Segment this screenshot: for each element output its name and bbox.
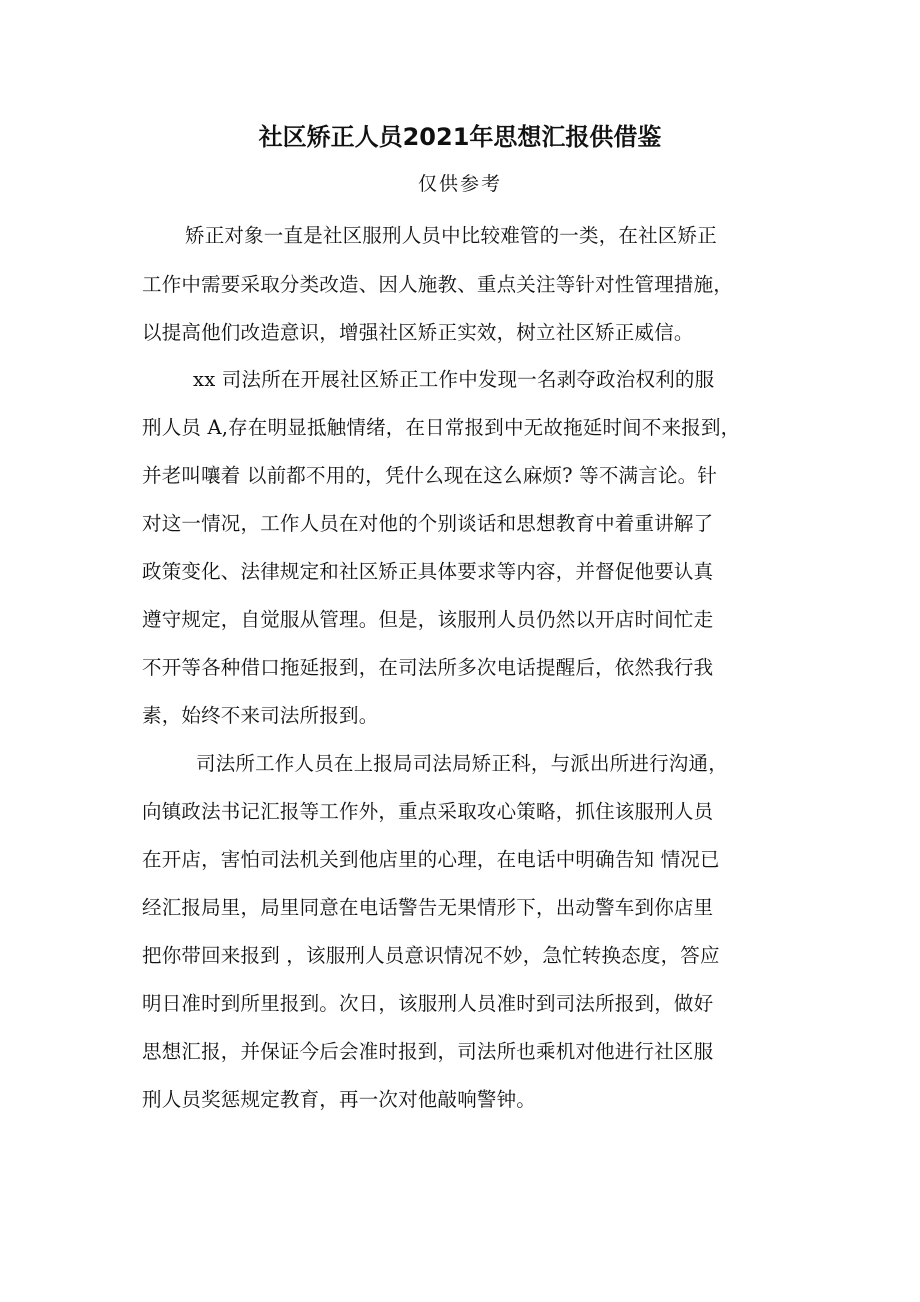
document-subtitle: 仅供参考 xyxy=(417,173,502,195)
paragraph-3-line-1: 司法所工作人员在上报局司法局矫正科，与派出所进行沟通， xyxy=(196,752,728,775)
paragraph-1-line-3: 以提高他们改造意识，增强社区矫正实效，树立社区矫正威信。 xyxy=(142,321,694,344)
paragraph-2-line-1: xx 司法所在开展社区矫正工作中发现一名剥夺政治权利的服 xyxy=(193,368,715,391)
paragraph-3-line-3: 在开店，害怕司法机关到他店里的心理，在电话中明确告知 情况已 xyxy=(142,848,720,871)
paragraph-2-line-8: 素，始终不来司法所报到。 xyxy=(142,704,379,727)
paragraph-1-line-1: 矫正对象一直是社区服刑人员中比较难管的一类，在社区矫正 xyxy=(185,224,717,247)
paragraph-3-line-7: 思想汇报，并保证今后会准时报到，司法所也乘机对他进行社区服 xyxy=(142,1040,714,1063)
paragraph-1-line-2: 工作中需要采取分类改造、因人施教、重点关注等针对性管理措施， xyxy=(142,273,734,296)
paragraph-3-line-2: 向镇政法书记汇报等工作外，重点采取攻心策略，抓住该服刑人员 xyxy=(142,800,714,823)
paragraph-3-line-6: 明日准时到所里报到。次日，该服刑人员准时到司法所报到，做好 xyxy=(142,992,714,1015)
paragraph-3-line-8: 刑人员奖惩规定教育，再一次对他敲响警钟。 xyxy=(142,1088,537,1111)
paragraph-3-line-5: 把你带回来报到 ，该服刑人员意识情况不妙，急忙转换态度，答应 xyxy=(142,944,720,967)
paragraph-2-line-2: 刑人员 A,存在明显抵触情绪，在日常报到中无故拖延时间不来报到， xyxy=(142,416,741,439)
paragraph-2-line-3: 并老叫嚷着 以前都不用的，凭什么现在这么麻烦? 等不满言论。针 xyxy=(142,464,718,487)
paragraph-2-line-4: 对这一情况，工作人员在对他的个别谈话和思想教育中着重讲解了 xyxy=(142,512,714,535)
paragraph-2-line-5: 政策变化、法律规定和社区矫正具体要求等内容，并督促他要认真 xyxy=(142,560,714,583)
paragraph-3-line-4: 经汇报局里，局里同意在电话警告无果情形下，出动警车到你店里 xyxy=(142,896,714,919)
paragraph-2-line-6: 遵守规定，自觉服从管理。但是，该服刑人员仍然以开店时间忙走 xyxy=(142,608,714,631)
paragraph-2-line-7: 不开等各种借口拖延报到，在司法所多次电话提醒后，依然我行我 xyxy=(142,656,714,679)
document-title: 社区矫正人员2021年思想汇报供借鉴 xyxy=(258,123,662,151)
